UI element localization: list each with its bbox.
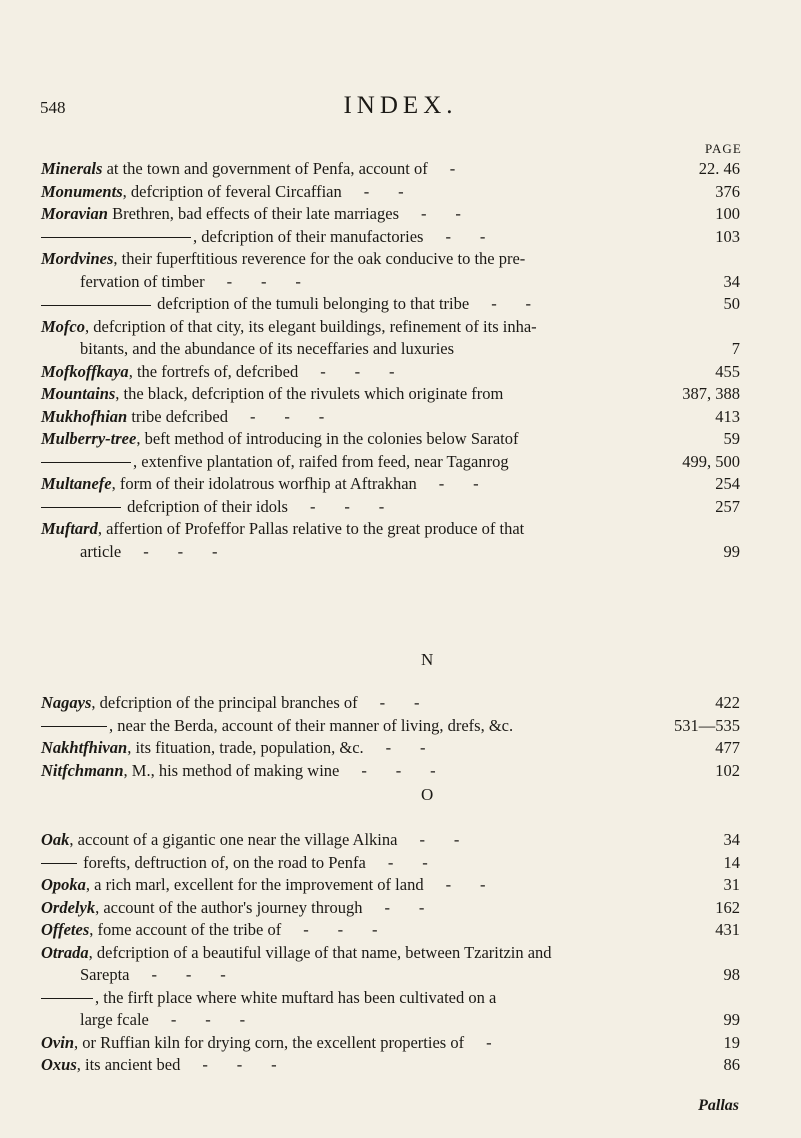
leader-dashes: - [449,159,456,178]
entry-description: , form of their idolatrous worfhip at Aftrakhan [111,474,417,493]
entry-headword: Ovin [41,1032,74,1052]
index-line [0,518,801,541]
leader-dashes: - - - [151,965,226,984]
entry-headword: Minerals [41,159,103,178]
entry-text [41,760,436,783]
ditto-rule [41,237,191,238]
index-entry [0,737,801,760]
page-reference: 99 [723,541,740,561]
entry-description: fervation of timber [80,271,205,291]
entry-text [41,473,479,496]
entry-text [41,518,524,541]
page-reference: 162 [715,897,740,917]
index-line [0,541,801,564]
entry-description: defcription of their idols [123,496,288,516]
index-line [0,271,801,294]
leader-dashes: - - [491,294,532,313]
index-entry [0,1054,801,1077]
entry-text [41,829,459,852]
leader-dashes: - - - [361,760,436,780]
entry-text [41,874,485,897]
index-entry [0,919,801,942]
index-entry [0,451,801,474]
ditto-rule [41,998,93,999]
entry-description: , account of a gigantic one near the village Alkina [69,830,398,849]
index-entry [0,181,801,204]
page-reference: 19 [723,1032,740,1052]
page-reference: 34 [723,830,740,849]
index-entry [0,496,801,519]
leader-dashes: - - [438,474,479,493]
page-reference: 59 [723,429,740,448]
entry-description: , its ancient bed [76,1055,181,1074]
page-reference: 34 [723,271,740,291]
index-entry [0,715,801,738]
entry-text [41,203,461,226]
entry-headword: Monuments [41,181,123,201]
leader-dashes: - - [445,875,486,894]
index-entry [0,760,801,783]
entry-description: , M., his method of making wine [123,760,340,780]
entry-text [41,158,455,181]
page-reference: 98 [723,965,740,984]
page-reference: 100 [715,204,740,223]
entry-description: defcription of the tumuli belonging to that tribe [153,294,470,313]
index-entry [0,293,801,316]
leader-dashes: - - - [303,920,378,939]
leader-dashes: - - - [250,406,325,426]
entry-description: Sarepta [80,965,130,984]
entry-description: , or Ruffian kiln for drying corn, the excellent properties of [74,1032,465,1052]
page-reference: 257 [715,496,740,516]
entry-description: tribe defcribed [127,406,228,426]
leader-dashes: - - [419,830,460,849]
index-line [0,760,801,783]
page-reference: 477 [715,738,740,757]
index-line [0,987,801,1010]
ditto-rule [41,726,107,727]
page-reference: 7 [731,339,740,358]
ditto-rule [41,507,121,508]
entry-headword: Opoka [41,875,86,894]
entry-text [41,1032,492,1055]
entry-description: , affertion of Profeffor Pallas relative to the great produce of that [97,519,525,538]
index-line [0,406,801,429]
entry-description: , fome account of the tribe of [89,920,282,939]
entry-headword: Mofco [41,316,85,336]
page-reference: 103 [715,226,740,246]
entry-text [80,1009,245,1032]
index-entry [0,316,801,361]
index-line [0,942,801,965]
leader-dashes: - - [421,204,461,223]
index-entry [0,942,801,987]
entry-headword: Ordelyk [41,897,96,917]
page-reference: 31 [723,875,740,894]
page-reference: 376 [715,181,740,201]
index-section-n [0,692,801,782]
leader-dashes: - - [387,852,428,872]
index-entry [0,248,801,293]
entry-text [41,897,424,920]
leader-dashes: - - [385,738,426,757]
index-line [0,964,801,987]
entry-text [80,271,301,294]
page-reference: 413 [715,406,740,426]
entry-headword: Mofkoffkaya [41,361,129,381]
index-entry [0,226,801,249]
index-line [0,428,801,451]
entry-description: , defcription of that city, its elegant buildings, refinement of its inha- [85,316,537,336]
page-reference: 431 [715,920,740,939]
entry-text [41,1054,277,1077]
entry-text [41,737,426,760]
index-line [0,383,801,406]
entry-text [80,964,226,987]
entry-headword: Mountains [41,384,116,403]
page-reference: 99 [723,1010,740,1029]
index-section-m [0,158,801,563]
index-line [0,451,801,474]
leader-dashes: - - [384,897,425,917]
entry-headword: Oak [41,830,70,849]
index-line [0,897,801,920]
index-entry [0,852,801,875]
leader-dashes: - - - [202,1055,277,1074]
entry-headword: Mordvines [41,249,114,268]
entry-text [41,226,485,249]
index-line [0,473,801,496]
index-line [0,692,801,715]
index-line [0,248,801,271]
leader-dashes: - - - [226,271,301,291]
index-entry [0,1032,801,1055]
index-entry [0,473,801,496]
entry-headword: Nagays [41,693,92,712]
index-entry [0,874,801,897]
entry-description: , the black, defcription of the rivulets which originate from [115,384,504,403]
entry-text [41,316,537,339]
entry-text [41,406,324,429]
entry-text [41,248,525,271]
entry-text [80,338,454,361]
index-line [0,361,801,384]
index-line [0,316,801,339]
entry-description: bitants, and the abundance of its neceffaries and luxuries [80,339,455,358]
entry-description: Brethren, bad effects of their late marriages [107,204,399,223]
page-reference: 254 [715,474,740,493]
entry-headword: Multanefe [41,474,112,493]
entry-text [41,496,384,519]
leader-dashes: - - [379,693,420,712]
index-line [0,1032,801,1055]
index-line [0,1009,801,1032]
entry-headword: Mulberry-tree [41,429,137,448]
index-entry [0,829,801,852]
page-reference: 387, 388 [682,384,740,403]
entry-description: , extenfive plantation of, raifed from feed, near Taganrog [133,451,509,471]
entry-description: at the town and government of Penfa, account of [102,159,428,178]
entry-text [41,919,377,942]
page-reference: 531—535 [674,715,740,735]
index-entry [0,158,801,181]
leader-dashes: - - - [320,361,395,381]
index-entry [0,692,801,715]
entry-headword: Otrada [41,942,89,962]
entry-description: , defcription of the principal branches of [91,693,358,712]
leader-dashes: - [486,1032,492,1052]
index-entry [0,987,801,1032]
entry-description: , their fuperftitious reverence for the oak conducive to the pre- [113,249,526,268]
page-reference: 499, 500 [682,451,740,471]
ditto-rule [41,462,131,463]
index-line [0,715,801,738]
entry-text [41,451,509,474]
page-reference: 86 [723,1055,740,1074]
entry-text [41,692,420,715]
ditto-rule [41,863,77,864]
index-line [0,293,801,316]
entry-description: , near the Berda, account of their manner of living, drefs, &c. [109,715,514,735]
index-line [0,737,801,760]
entry-text [41,852,428,875]
entry-description: , defcription of a beautiful village of that name, between Tzaritzin and [88,942,552,962]
entry-headword: Oxus [41,1055,77,1074]
entry-text [41,383,503,406]
entry-headword: Muftard [41,519,98,538]
entry-headword: Mukhofhian [41,406,128,426]
index-line [0,203,801,226]
leader-dashes: - - [445,226,486,246]
index-entry [0,428,801,451]
entry-description: , a rich marl, excellent for the improvement of land [85,875,424,894]
index-line [0,852,801,875]
ditto-rule [41,305,151,306]
index-entry [0,203,801,226]
entry-text [41,181,404,204]
entry-description: , its fituation, trade, population, &c. [127,738,364,757]
index-line [0,874,801,897]
index-entry [0,361,801,384]
page-column-label: PAGE [705,141,742,156]
entry-description: , defcription of their manufactories [193,226,424,246]
page-reference: 14 [723,852,740,872]
index-line [0,226,801,249]
index-line [0,1054,801,1077]
page-number: 548 [40,98,66,117]
page-reference: 422 [715,693,740,712]
index-line [0,158,801,181]
entry-description: , defcription of feveral Circaffian [122,181,342,201]
page-reference: 22. 46 [698,159,740,178]
section-letter-n: N [421,650,434,669]
leader-dashes: - - - [309,496,385,516]
entry-headword: Moravian [41,204,108,223]
entry-description: , account of the author's journey through [95,897,363,917]
page-reference: 102 [715,760,740,780]
entry-headword: Nakhtfhivan [41,738,128,757]
entry-description: , the fortrefs of, defcribed [128,361,299,381]
index-entry [0,518,801,563]
entry-text [41,987,496,1010]
index-section-o [0,829,801,1077]
entry-headword: Nitfchmann [41,760,124,780]
entry-text [41,428,519,451]
entry-text [41,293,531,316]
leader-dashes: - - [363,181,404,201]
leader-dashes: - - - [170,1010,246,1029]
entry-text [41,715,513,738]
section-letter-o: O [421,785,434,804]
running-head-title: INDEX. [343,92,458,119]
entry-text [41,942,552,965]
entry-description: large fcale [80,1010,149,1029]
entry-description: article [80,541,122,561]
index-entry [0,383,801,406]
catchword: Pallas [698,1097,739,1114]
entry-text [80,541,217,564]
entry-text [41,361,394,384]
entry-description: , the firft place where white muftard has been cultivated on a [95,987,497,1007]
index-line [0,919,801,942]
index-line [0,829,801,852]
entry-headword: Offetes [41,920,90,939]
entry-description: forefts, deftruction of, on the road to Penfa [79,852,366,872]
page-reference: 50 [723,294,740,313]
index-entry [0,406,801,429]
leader-dashes: - - - [143,541,218,561]
index-line [0,338,801,361]
index-line [0,496,801,519]
index-line [0,181,801,204]
page-reference: 455 [715,361,740,381]
index-entry [0,897,801,920]
entry-description: , beft method of introducing in the colonies below Saratof [136,429,519,448]
